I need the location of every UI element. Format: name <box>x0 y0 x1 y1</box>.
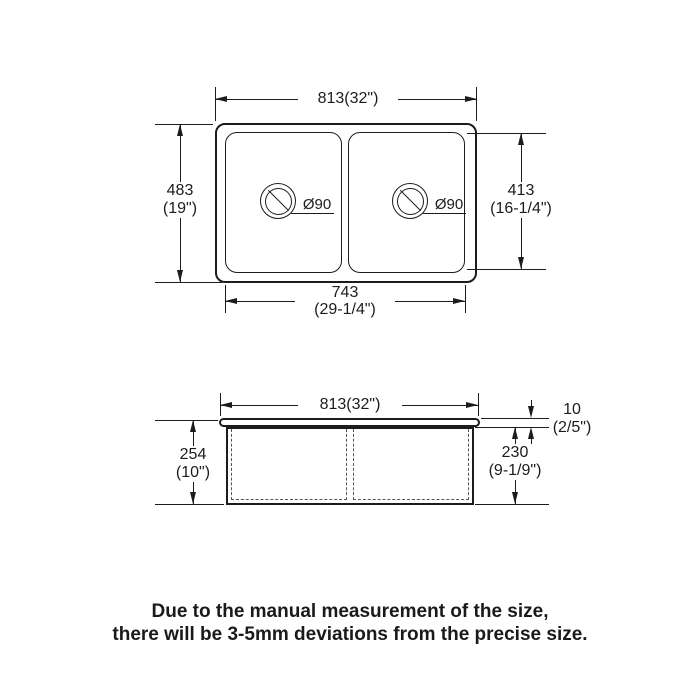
extension-line <box>215 87 216 121</box>
rim-thickness-dim-label: 10 (2/5") <box>552 401 592 436</box>
arrowhead-down-icon <box>512 492 518 504</box>
extension-line <box>467 133 546 134</box>
arrowhead-up-icon <box>518 133 524 145</box>
arrowhead-right-icon <box>466 402 478 408</box>
extension-line <box>465 285 466 313</box>
sink-rim-side-outline <box>219 418 480 427</box>
drain-right-label: Ø90 <box>434 196 464 213</box>
right-bowl-hidden-outline <box>353 429 469 500</box>
drain-left-label: Ø90 <box>302 196 332 213</box>
overall-height-dim-label: 254 (10") <box>160 446 226 482</box>
arrowhead-up-icon <box>190 420 196 432</box>
inner-depth-dim-label: 413 (16-1/4") <box>483 182 559 218</box>
arrowhead-left-icon <box>215 96 227 102</box>
left-bowl-hidden-outline <box>231 429 347 500</box>
disclaimer-line-2: there will be 3-5mm deviations from the precise size. <box>112 624 588 645</box>
extension-line <box>476 87 477 121</box>
extension-line <box>475 504 549 505</box>
extension-line <box>155 282 222 283</box>
drain-left-leader-line <box>291 213 334 214</box>
arrowhead-right-icon <box>453 298 465 304</box>
extension-line <box>155 420 218 421</box>
extension-line <box>467 269 546 270</box>
extension-line <box>478 393 479 416</box>
disclaimer-line-1: Due to the manual measurement of the size, <box>151 601 549 622</box>
arrowhead-up-icon <box>528 427 534 439</box>
arrowhead-down-icon <box>177 270 183 282</box>
arrowhead-down-icon <box>190 492 196 504</box>
arrowhead-left-icon <box>220 402 232 408</box>
arrowhead-left-icon <box>225 298 237 304</box>
extension-line <box>155 124 213 125</box>
extension-line <box>481 418 549 419</box>
side-width-dim-label: 813(32") <box>298 396 402 414</box>
drain-right-leader-line <box>423 213 466 214</box>
bowl-depth-dim-label: 230 (9-1/9") <box>480 444 550 480</box>
inner-width-dim-label: 743 (29-1/4") <box>295 284 395 318</box>
arrowhead-up-icon <box>512 427 518 439</box>
arrowhead-up-icon <box>177 124 183 136</box>
arrowhead-down-icon <box>528 406 534 418</box>
disclaimer-text <box>0 600 700 646</box>
extension-line <box>155 504 224 505</box>
arrowhead-down-icon <box>518 257 524 269</box>
arrowhead-right-icon <box>465 96 477 102</box>
overall-depth-dim-label: 483 (19") <box>148 182 212 218</box>
top-width-dim-label: 813(32") <box>298 90 398 108</box>
